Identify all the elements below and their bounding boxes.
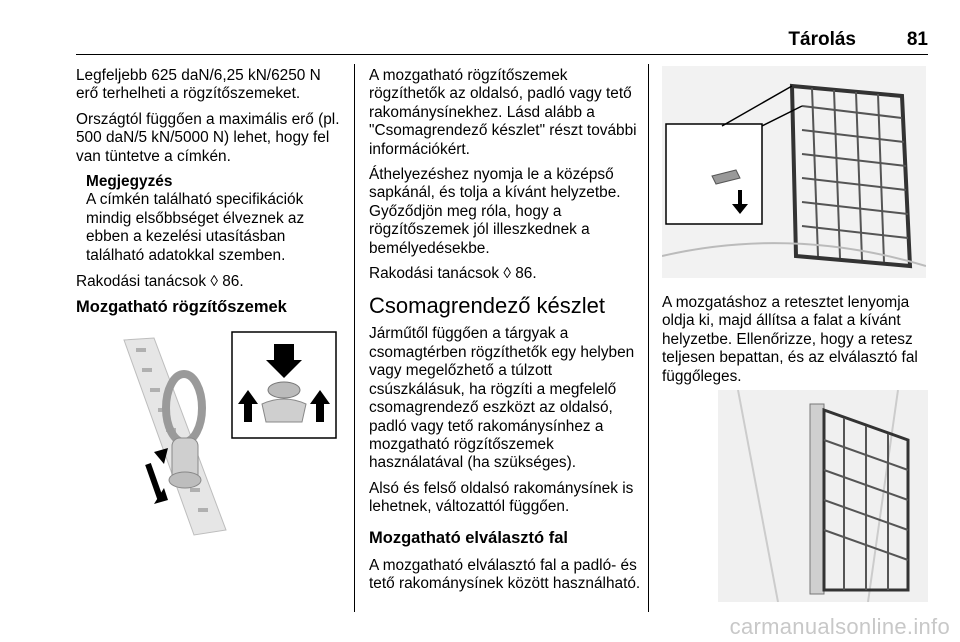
- note-box: [86, 173, 346, 265]
- inset-frame: [666, 124, 762, 224]
- divider-wall-figure: [718, 390, 928, 602]
- paragraph: Rakodási tanácsok ◊ 86.: [369, 265, 537, 283]
- paragraph: A mozgatható rögzítőszemek rögzíthetők az oldalsó, padló vagy tető rakománysínekhez. Lásd alább a "Csomagrendező készlet" részt további információkért.: [369, 67, 637, 158]
- section-heading: Csomagrendező készlet: [369, 293, 606, 319]
- paragraph: Rakodási tanácsok ◊ 86.: [76, 273, 244, 291]
- paragraph: Alsó és felső oldalsó rakománysínek is lehetnek, változattól függően.: [369, 479, 634, 516]
- watermark: carmanualsonline.info: [729, 614, 950, 639]
- cargo-net-figure: [662, 66, 926, 278]
- paragraph: Országtól függően a maximális erő (pl. 500 daN/5 kN/5000 N) lehet, hogy fel van tüntetve a címkén.: [76, 110, 340, 165]
- paragraph: Járműtől függően a tárgyak a csomagtérben rögzíthetők egy helyben vagy megelőzhető a túlzott csúszkálásuk, ha rögzíti a megfelelő csomagrendező eszközt az oldalsó, padló vagy tető rakománysínhez a mozgatható rögzítőszemek használatával (ha szükséges).: [369, 325, 635, 472]
- column-3: [662, 294, 930, 393]
- section-title: Tárolás: [788, 29, 856, 50]
- page-number: 81: [906, 29, 928, 50]
- subheading: Mozgatható elválasztó fal: [369, 528, 568, 547]
- paragraph: Áthelyezéshez nyomja le a középső sapkánál, és tolja a kívánt helyzetbe. Győződjön meg róla, hogy a rögzítőszemek jól illeszkednek a bemélyedésekbe.: [369, 166, 621, 257]
- column-divider-2: [648, 64, 649, 612]
- column-2: [369, 67, 641, 601]
- header-rule: [76, 54, 928, 55]
- paragraph: Legfeljebb 625 daN/6,25 kN/6250 N erő terhelheti a rögzítőszemeket.: [76, 67, 321, 103]
- paragraph: A mozgatáshoz a retesztet lenyomja oldja ki, majd állítsa a falat a kívánt helyzetbe. Ellenőrizze, hogy a retesz teljesen bepattan, és az elválasztó fal függőleges.: [662, 294, 918, 385]
- column-divider-1: [354, 64, 355, 612]
- note-text: A címkén található specifikációk mindig elsőbbséget élveznek az ebben a kezelési utasításban található adatokkal szemben.: [86, 191, 305, 264]
- page-header: [76, 29, 928, 49]
- subheading: Mozgatható rögzítőszemek: [76, 298, 287, 317]
- eyelet-figure: [76, 330, 340, 540]
- paragraph: A mozgatható elválasztó fal a padló- és tető rakománysínek között használható.: [369, 556, 641, 593]
- column-1: [76, 67, 346, 327]
- note-title: Megjegyzés: [86, 173, 173, 191]
